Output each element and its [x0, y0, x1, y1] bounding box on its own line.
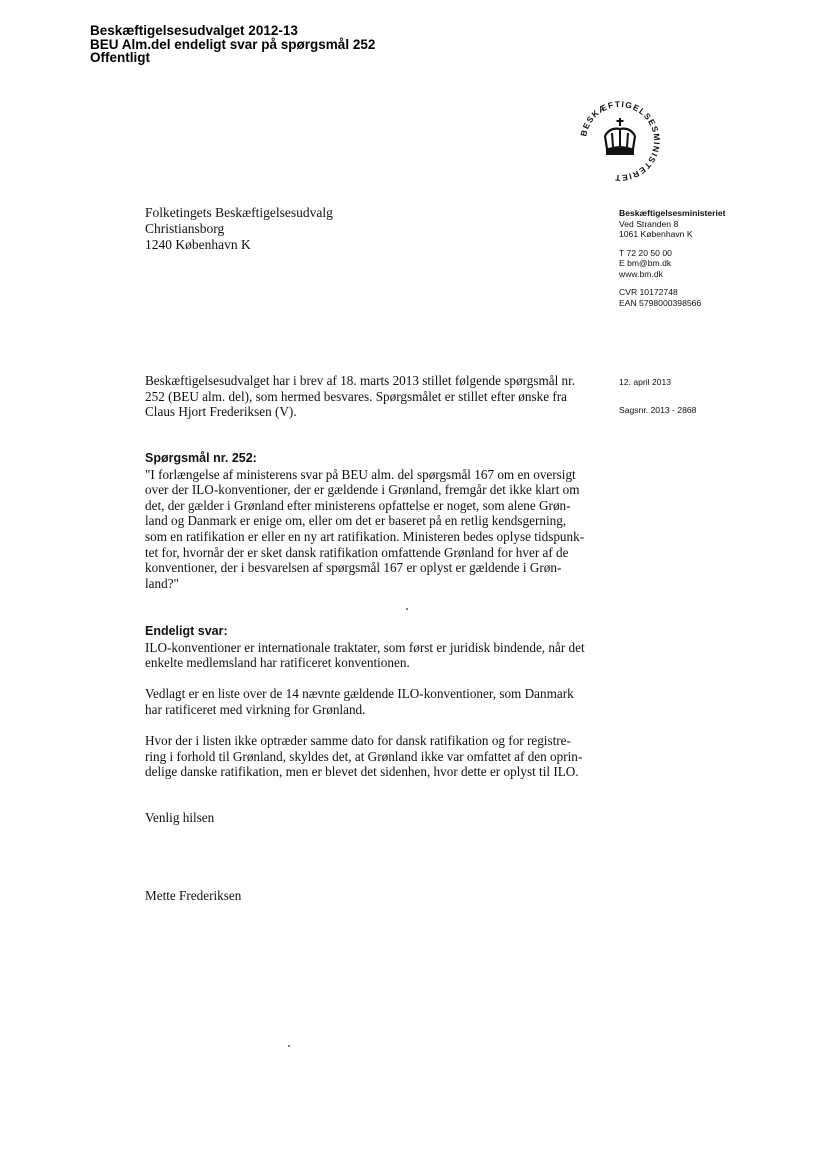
sender-email: E bm@bm.dk — [619, 258, 672, 268]
intro-paragraph — [145, 373, 590, 420]
answer-section — [145, 624, 590, 671]
question-heading: Spørgsmål nr. 252: — [145, 451, 257, 465]
question-line: land og Danmark er enige om, eller om det er baseret på en retlig kendsgerning, — [145, 513, 567, 529]
intro-line: Beskæftigelsesudvalget har i brev af 18. marts 2013 stillet følgende spørgsmål nr. — [145, 373, 576, 388]
answer-paragraph-3 — [145, 733, 590, 780]
public-label: Offentligt — [90, 50, 150, 65]
letter-meta — [619, 377, 696, 415]
answer-line: har ratificeret med virkning for Grønland. — [145, 701, 366, 717]
sender-org: Beskæftigelsesministeriet — [619, 208, 726, 218]
sender-street: Ved Stranden 8 — [619, 218, 679, 229]
scan-speck — [406, 608, 408, 610]
question-section — [145, 451, 590, 591]
question-line: konventioner, der i besvarelsen af spørgsmål 167 er oplyst er gældende i Grøn- — [145, 560, 562, 576]
answer-heading: Endeligt svar: — [145, 624, 228, 638]
sender-city: 1061 København K — [619, 229, 693, 239]
answer-paragraph-2 — [145, 686, 590, 717]
document-reference: BEU Alm.del endeligt svar på spørgsmål 252 — [90, 36, 376, 52]
crown-seal-icon — [572, 96, 668, 186]
seal-ring-text: BESKÆFTIGELSESMINISTERIET — [578, 98, 663, 184]
crown-icon — [605, 118, 635, 155]
recipient-name: Folketingets Beskæftigelsesudvalg — [145, 205, 333, 220]
recipient-address-line2: 1240 København K — [145, 237, 251, 252]
question-line: land?" — [145, 575, 179, 591]
question-line: det, der gælder i Grønland efter ministerens opfattelse er noget, som alene Grøn- — [145, 497, 571, 513]
answer-line: ring i forhold til Grønland, skyldes det, at Grønland ikke var omfattet af den oprin- — [145, 748, 583, 764]
answer-line: delige danske ratifikation, men er blevet det sidenhen, hvor dette er oplyst til ILO. — [145, 764, 579, 780]
question-line: "I forlængelse af ministerens svar på BEU alm. del spørgsmål 167 om en oversigt — [145, 466, 576, 482]
answer-line: Hvor der i listen ikke optræder samme dato for dansk ratifikation og for registre- — [145, 733, 571, 748]
question-line: tet for, hvornår der er sket dansk ratifikation omfattende Grønland for hver af de — [145, 544, 569, 560]
question-line: over der ILO-konventioner, der er gældende i Grønland, fremgår det ikke klart om — [145, 482, 580, 498]
intro-line: 252 (BEU alm. del), som hermed besvares. Spørgsmålet er stillet efter ønske fra — [145, 388, 568, 404]
sender-phone: T 72 20 50 00 — [619, 247, 672, 258]
answer-line: enkelte medlemsland har ratificeret konventionen. — [145, 655, 410, 671]
closing: Venlig hilsen — [145, 810, 215, 825]
sender-info — [619, 208, 726, 308]
question-line: som en ratifikation er eller en ny art ratifikation. Ministeren bedes oplyse tidspunk- — [145, 528, 585, 544]
case-number: Sagsnr. 2013 - 2868 — [619, 404, 697, 415]
signature: Mette Frederiksen — [145, 888, 242, 903]
intro-line: Claus Hjort Frederiksen (V). — [145, 404, 297, 420]
sender-web: www.bm.dk — [619, 268, 663, 279]
answer-line: ILO-konventioner er internationale traktater, som først er juridisk bindende, når det — [145, 639, 585, 655]
recipient-address-line1: Christiansborg — [145, 221, 225, 236]
letter-date: 12. april 2013 — [619, 377, 672, 387]
sender-cvr: CVR 10172748 — [619, 287, 678, 297]
recipient-address — [145, 205, 333, 253]
committee-title: Beskæftigelsesudvalget 2012-13 — [90, 23, 298, 38]
answer-line: Vedlagt er en liste over de 14 nævnte gældende ILO-konventioner, som Danmark — [145, 686, 574, 701]
scan-speck — [288, 1045, 290, 1047]
document-header — [90, 24, 375, 65]
sender-ean: EAN 5798000398566 — [619, 297, 702, 308]
